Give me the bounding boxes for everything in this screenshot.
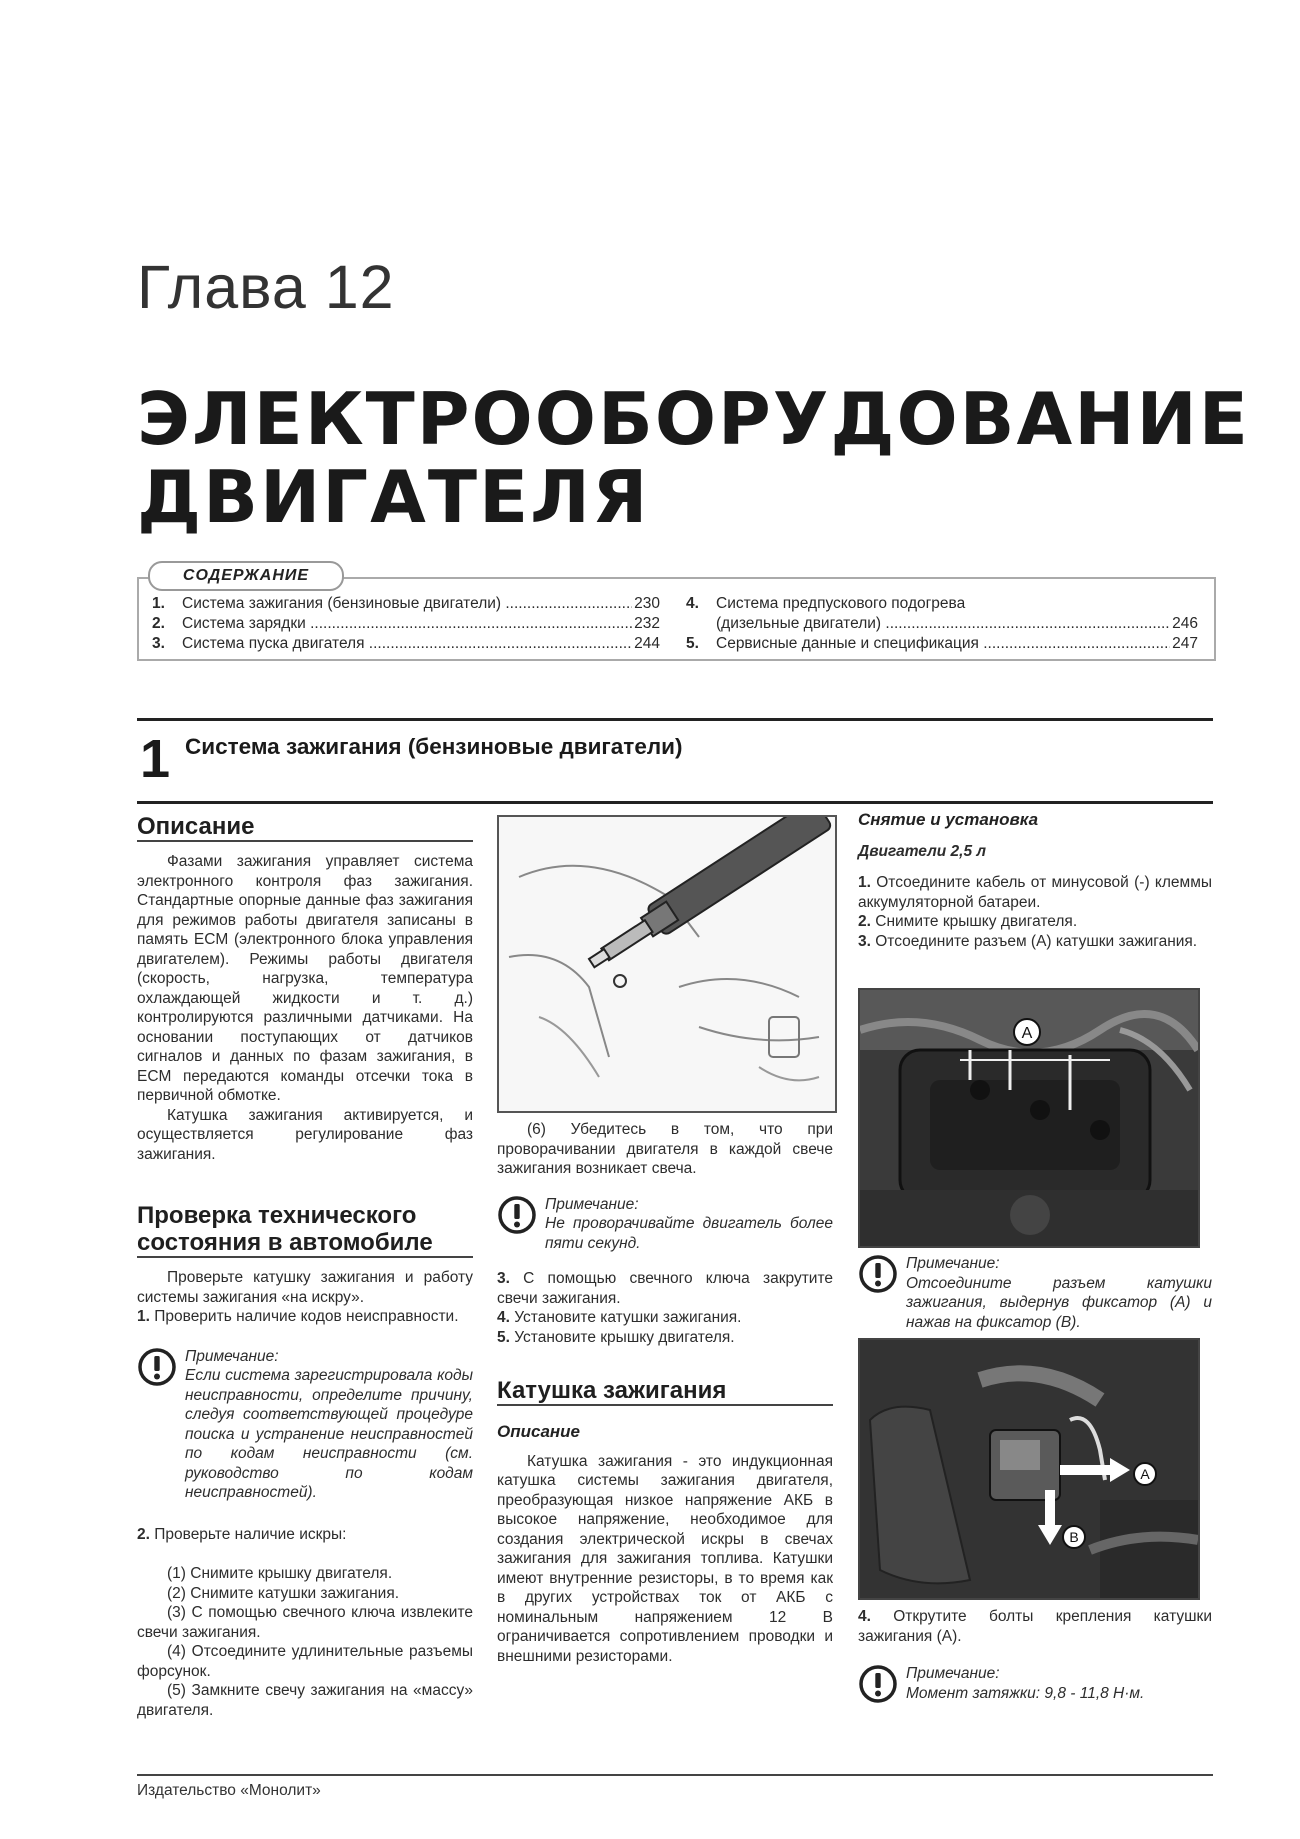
substep: (4) Отсоедините удлинительные разъемы форсунок.	[137, 1643, 473, 1680]
toc-left-column	[152, 594, 660, 654]
substep: (2) Снимите катушки зажигания.	[167, 1584, 400, 1602]
note-body: Примечание: Если система зарегистрировала коды неисправности, определите причину, следуя соответствующей процедуре поиска и устранение неисправностей по кодам неисправности (см. руководство по кодам неисправностей).	[185, 1347, 473, 1501]
step-4: 4. Установите катушки зажигания.	[497, 1309, 742, 1326]
coil-description: Катушка зажигания - это индукционная катушка системы зажигания двигателя, преобразующая низкое напряжение АКБ в высокое напряжение, необходимое для создания электрической искры в свечах зажигания для зажигания топлива. Катушки имеют внутренние резисторы, в то время как в других устройствах ток от АКБ с номинальным напряжением 12 В ограничивается сопротивлением проводки и внешними резисторами.	[497, 1452, 833, 1665]
column-3	[858, 810, 1212, 951]
substep: (1) Снимите крышку двигателя.	[167, 1565, 393, 1582]
note-block	[497, 1195, 833, 1254]
subheading-description: Описание	[497, 1422, 581, 1441]
chapter-label: Глава 12	[137, 253, 395, 321]
substep: (3) С помощью свечного ключа извлеките свечи зажигания.	[137, 1604, 473, 1641]
column-2	[497, 1120, 833, 1666]
heading-check-line2: состояния в автомобиле	[137, 1229, 473, 1258]
column-3-bottom	[858, 1607, 1212, 1704]
footer-rule	[137, 1774, 1213, 1776]
step-4: 4. Открутите болты крепления катушки зажигания (А).	[858, 1608, 1212, 1645]
chapter-title	[137, 377, 1250, 539]
toc-entry[interactable]: 4. Система предпускового подогрева	[686, 595, 966, 612]
figure-caption: (6) Убедитесь в том, что при проворачивании двигателя в каждой свече зажигания возникает свеча.	[497, 1121, 833, 1177]
toc-entry-continued[interactable]: (дизельные двигатели) ..... 246	[686, 614, 1198, 634]
spark-plug-figure	[497, 815, 837, 1113]
column-1	[137, 813, 473, 1720]
section-title: Система зажигания (бензиновые двигатели)	[185, 734, 683, 759]
description-paragraph-2: Катушка зажигания активируется, и осуществляется регулирование фаз зажигания.	[137, 1106, 473, 1163]
step-1: 1. Отсоедините кабель от минусовой (-) клеммы аккумуляторной батареи.	[858, 874, 1212, 911]
chapter-title-line2: ДВИГАТЕЛЯ	[137, 455, 650, 539]
coil-connector-photo	[858, 1338, 1200, 1600]
description-paragraph: Фазами зажигания управляет система электронного контроля фаз зажигания. Стандартные опорные данные фаз зажигания для режимов работы двигателя записаны в память ECM (электронного блока управления двигателем). Режимы работы двигателя (скорость, нагрузка, температура охлаждающей жидкости и т. д.) контролируются различными датчиками. На основании поступающих от датчиков сигналов и данных по фазам зажигания, в ECM передаются команды отсечки тока в первичной обмотке.	[137, 853, 473, 1104]
check-intro: Проверьте катушку зажигания и работу системы зажигания «на искру».	[137, 1269, 473, 1306]
section-bottom-rule	[137, 801, 1213, 804]
note-body: Примечание: Отсоедините разъем катушки зажигания, выдернув фиксатор (А) и нажав на фиксатор (В).	[906, 1255, 1212, 1331]
warning-exclamation-icon	[137, 1347, 177, 1387]
check-item-1: 1. Проверить наличие кодов неисправности.	[137, 1308, 459, 1325]
warning-exclamation-icon	[858, 1254, 898, 1294]
warning-exclamation-icon	[858, 1664, 898, 1704]
note-block	[858, 1254, 1212, 1332]
engine-photo-illustration	[860, 990, 1198, 1246]
toc-right-column	[686, 594, 1198, 654]
heading-check-line1: Проверка технического	[137, 1202, 417, 1229]
heading-description: Описание	[137, 813, 473, 842]
note-block	[858, 1664, 1212, 1704]
heading-ignition-coil: Катушка зажигания	[497, 1377, 833, 1406]
column-3-note1	[858, 1254, 1212, 1332]
toc-entry[interactable]: 3. Система пуска двигателя ..... 244	[152, 634, 660, 654]
step-2: 2. Снимите крышку двигателя.	[858, 913, 1078, 930]
step-3: 3. Отсоедините разъем (А) катушки зажигания.	[858, 932, 1198, 950]
note-block	[137, 1347, 473, 1503]
step-5: 5. Установите крышку двигателя.	[497, 1328, 735, 1346]
engine-photo-connector	[858, 988, 1200, 1248]
heading-removal: Снятие и установка	[858, 810, 1039, 829]
note-body: Примечание: Не проворачивайте двигатель более пяти секунд.	[545, 1195, 833, 1252]
engines-subheading: Двигатели 2,5 л	[858, 842, 987, 860]
photo-label-a: A	[1140, 1466, 1150, 1482]
toc-entry[interactable]: 1. Система зажигания (бензиновые двигатели) ..... 230	[152, 594, 660, 614]
photo-label-b: B	[1069, 1529, 1079, 1545]
warning-exclamation-icon	[497, 1195, 537, 1235]
publisher-footer: Издательство «Монолит»	[137, 1782, 321, 1799]
step-3: 3. С помощью свечного ключа закрутите свечи зажигания.	[497, 1270, 833, 1307]
section-top-rule	[137, 718, 1213, 721]
section-number: 1	[140, 729, 171, 789]
spark-plug-drawing	[499, 817, 835, 1111]
photo-label-a: A	[1021, 1025, 1033, 1042]
toc-entry[interactable]: 5. Сервисные данные и спецификация ..... 247	[686, 634, 1198, 654]
check-item-2: 2. Проверьте наличие искры:	[137, 1525, 347, 1543]
toc-heading: СОДЕРЖАНИЕ	[148, 561, 344, 591]
toc-entry[interactable]: 2. Система зарядки ..... 232	[152, 614, 660, 634]
coil-photo-illustration	[860, 1340, 1198, 1598]
chapter-title-line1: ЭЛЕКТРООБОРУДОВАНИЕ	[137, 377, 1250, 461]
note-body: Примечание: Момент затяжки: 9,8 - 11,8 Н·м.	[906, 1665, 1145, 1702]
substep: (5) Замкните свечу зажигания на «массу» двигателя.	[137, 1682, 473, 1719]
